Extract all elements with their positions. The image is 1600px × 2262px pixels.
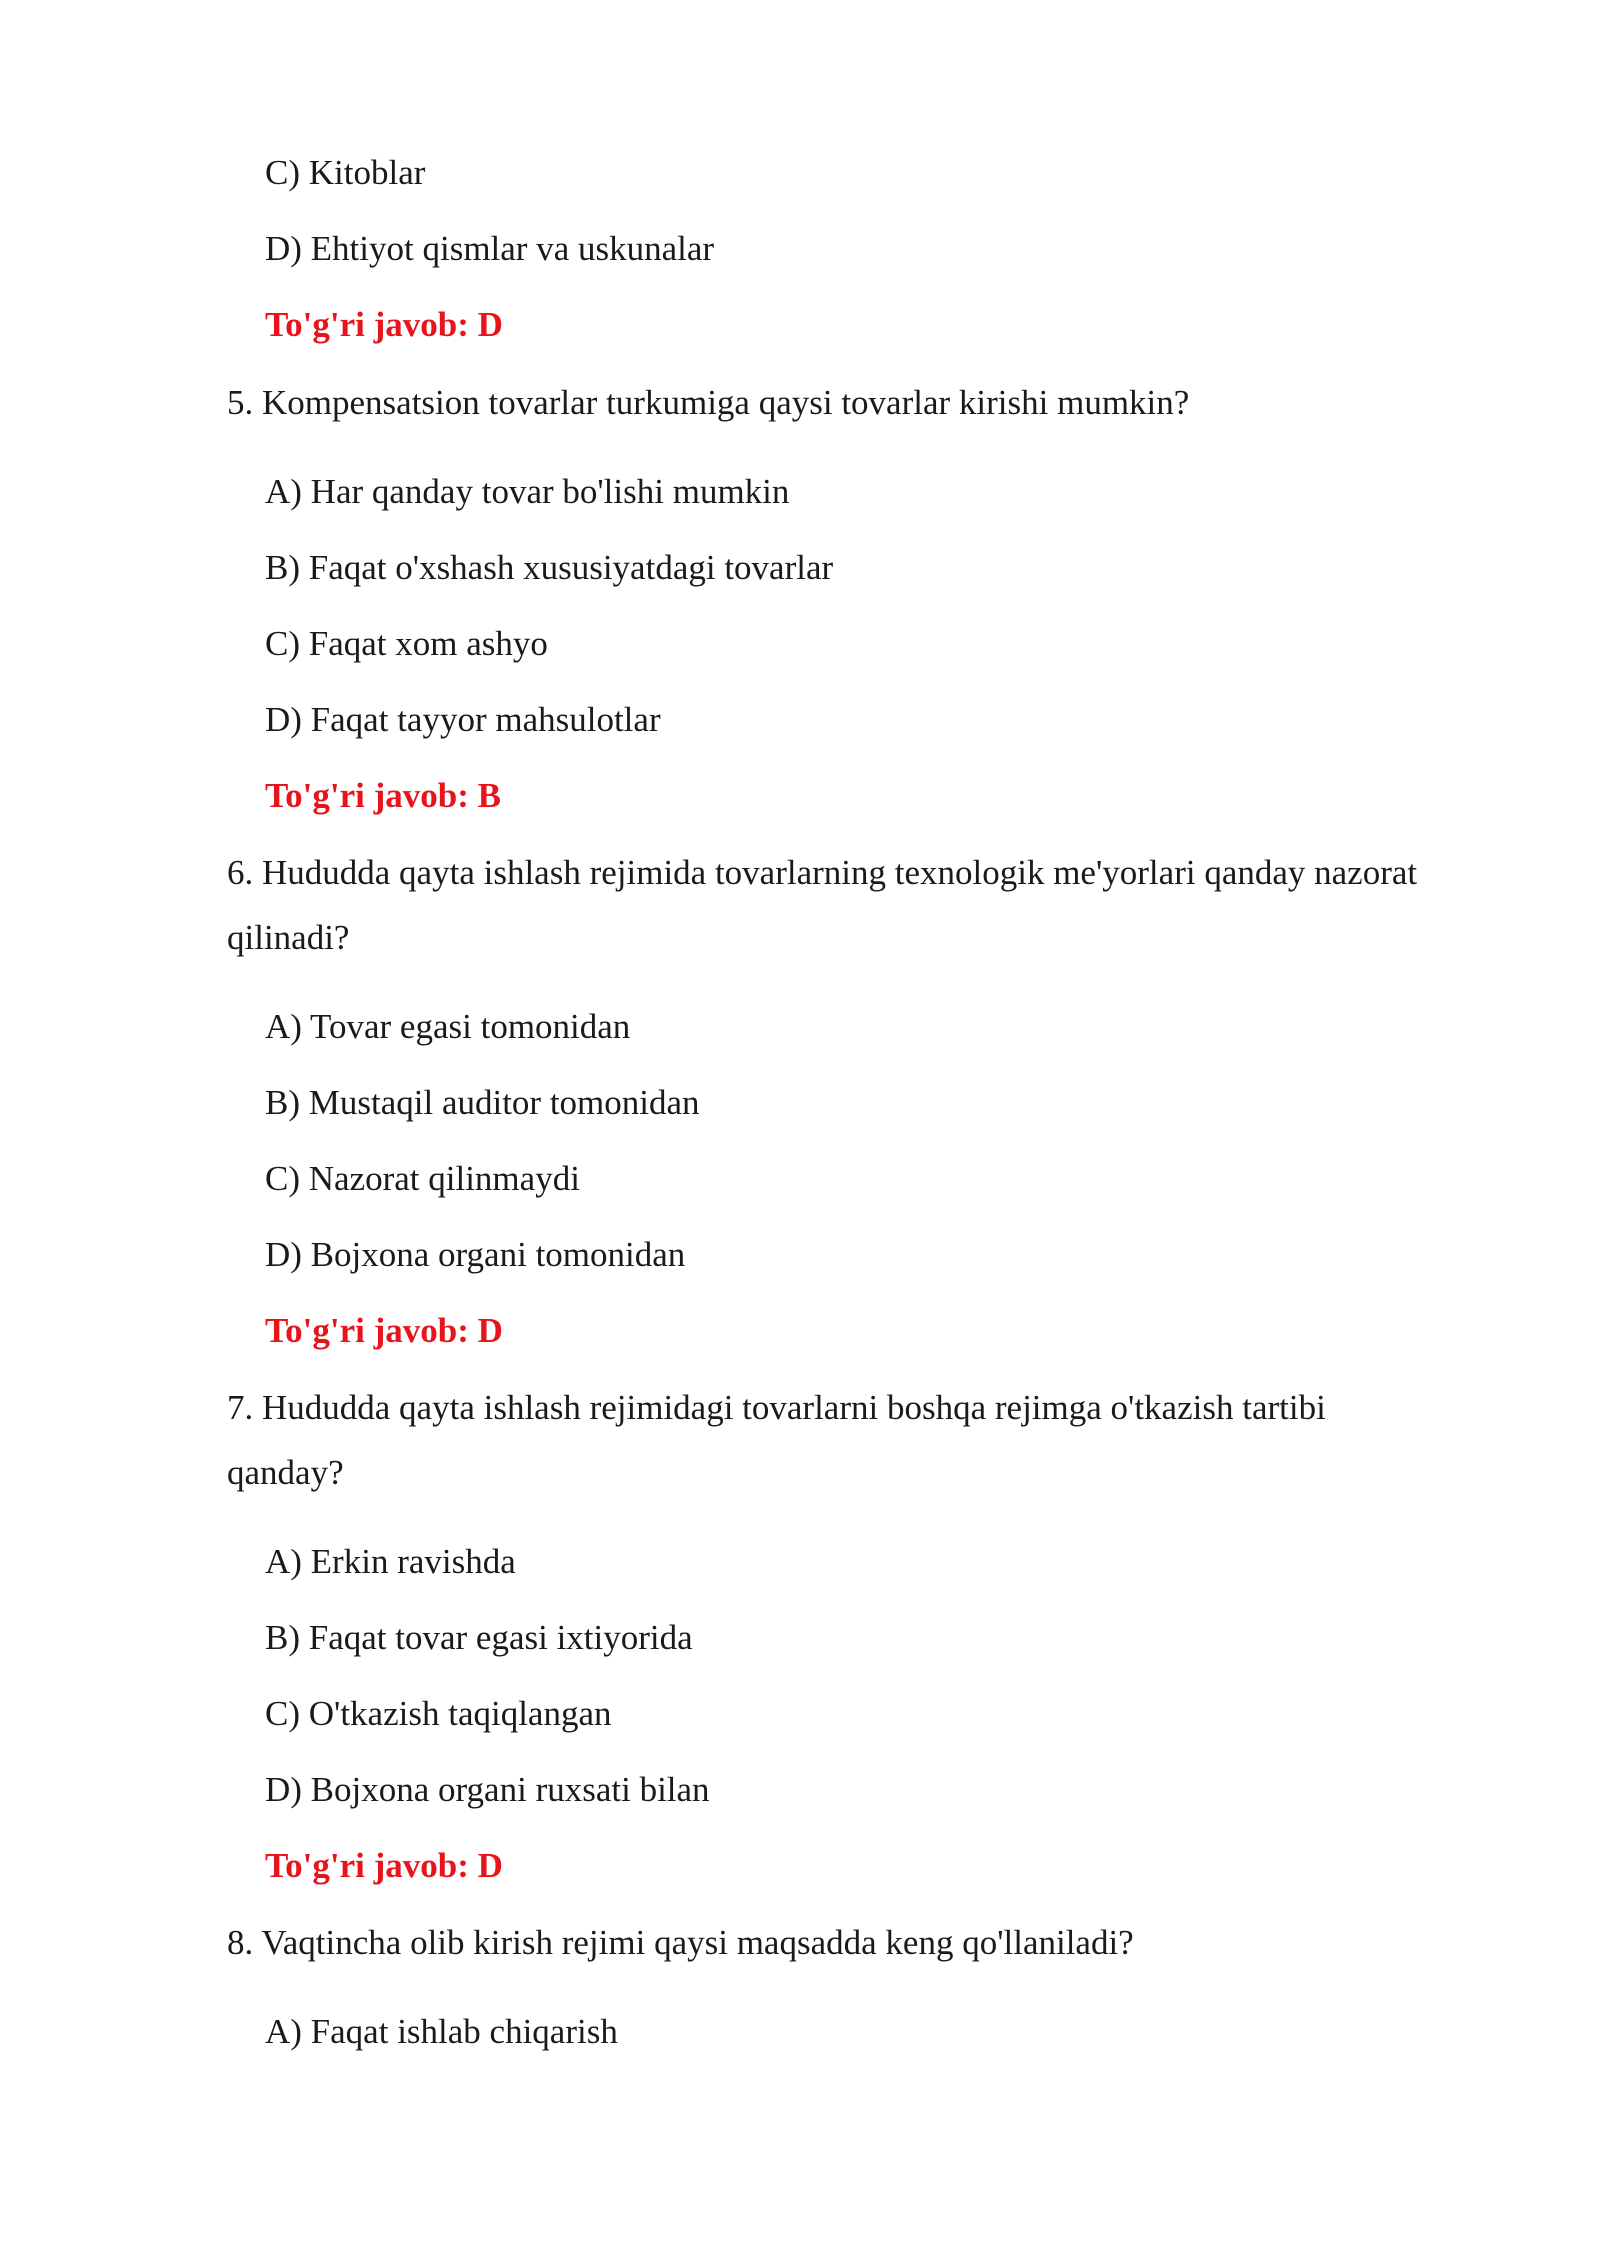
correct-answer: To'g'ri javob: D — [265, 305, 503, 344]
question-6-answer: To'g'ri javob: D — [265, 1311, 503, 1350]
question-7-answer: To'g'ri javob: D — [265, 1846, 503, 1885]
question-7-option-a: A) Erkin ravishda — [265, 1542, 516, 1581]
question-6-option-c: C) Nazorat qilinmaydi — [265, 1159, 580, 1198]
question-7-option-b: B) Faqat tovar egasi ixtiyorida — [265, 1618, 693, 1657]
question-8: 8. Vaqtincha olib kirish rejimi qaysi maqsadda keng qo'llaniladi? — [227, 1923, 1134, 1962]
question-5-option-d: D) Faqat tayyor mahsulotlar — [265, 700, 661, 739]
question-6-option-a: A) Tovar egasi tomonidan — [265, 1007, 631, 1046]
question-5-option-c: C) Faqat xom ashyo — [265, 624, 548, 663]
question-5-option-b: B) Faqat o'xshash xususiyatdagi tovarlar — [265, 548, 834, 587]
question-6-option-b: B) Mustaqil auditor tomonidan — [265, 1083, 700, 1122]
question-7: 7. Hududda qayta ishlash rejimidagi tovarlarni boshqa rejimga o'tkazish tartibi qanday? — [227, 1388, 1326, 1492]
question-7-option-c: C) O'tkazish taqiqlangan — [265, 1694, 612, 1733]
question-5: 5. Kompensatsion tovarlar turkumiga qaysi tovarlar kirishi mumkin? — [227, 383, 1190, 422]
question-6-option-d: D) Bojxona organi tomonidan — [265, 1235, 686, 1274]
question-5-answer: To'g'ri javob: B — [265, 776, 501, 815]
option-c: C) Kitoblar — [265, 153, 426, 192]
question-8-option-a: A) Faqat ishlab chiqarish — [265, 2012, 618, 2051]
question-7-option-d: D) Bojxona organi ruxsati bilan — [265, 1770, 710, 1809]
option-d: D) Ehtiyot qismlar va uskunalar — [265, 229, 715, 268]
question-5-option-a: A) Har qanday tovar bo'lishi mumkin — [265, 472, 790, 511]
question-6: 6. Hududda qayta ishlash rejimida tovarlarning texnologik me'yorlari qanday nazorat qilinadi? — [227, 853, 1418, 957]
